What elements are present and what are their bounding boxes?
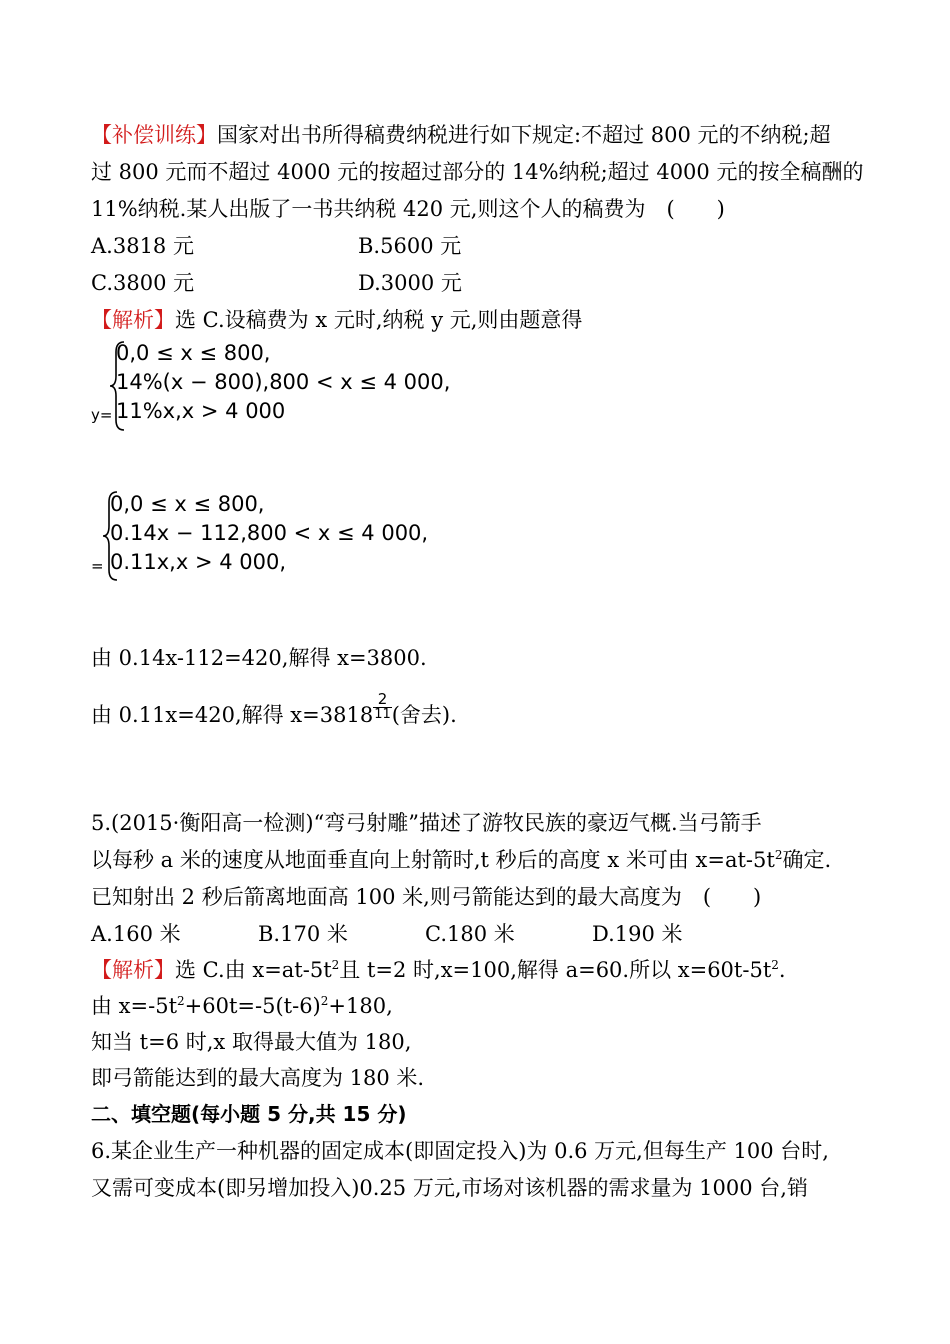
comp-line-2: 过 800 元而不超过 4000 元的按超过部分的 14%纳税;超过 4000 元的按全稿酬的: [91, 160, 864, 184]
comp-line-1: [91, 120, 831, 150]
section-title: 二、填空题(每小题 5 分,共 15 分): [91, 1102, 407, 1126]
q6-line-2: 又需可变成本(即另增加投入)0.25 万元,市场对该机器的需求量为 1000 台,销: [91, 1176, 808, 1200]
q5-step-4: 即弓箭能达到的最大高度为 180 米.: [91, 1066, 425, 1090]
q5-s2-sup-2: 2: [320, 994, 329, 1008]
case2-row2: 0.14x − 112,800 < x ≤ 4 000,: [110, 521, 429, 545]
q6-line-1: 6.某企业生产一种机器的固定成本(即固定投入)为 0.6 万元,但每生产 100 台时,: [91, 1139, 829, 1163]
q5-line-2-pre: 以每秒 a 米的速度从地面垂直向上射箭时,t 秒后的高度 x 米可由 x=at-5t: [91, 848, 775, 872]
q5-line-3: 已知射出 2 秒后箭离地面高 100 米,则弓箭能达到的最大高度为 ( ): [91, 885, 762, 909]
case1-row2: 14%(x − 800),800 < x ≤ 4 000,: [116, 370, 451, 394]
comp-solution-tag: 【解析】: [91, 308, 175, 332]
comp-option-b: B.5600 元: [358, 234, 462, 258]
q5-s2-b: +60t=-5(t-6): [184, 994, 321, 1018]
comp-tag: 【补偿训练】: [91, 123, 217, 147]
q5-sol-a: 选 C.由 x=at-5t: [175, 958, 332, 982]
q5-option-c: C.180 米: [425, 922, 515, 946]
step-1: 由 0.14x-112=420,解得 x=3800.: [91, 646, 427, 670]
q5-sol-sup-2: 2: [771, 958, 779, 972]
q5-step-2: [91, 991, 393, 1021]
q5-s2-sup-1: 2: [177, 994, 185, 1008]
q5-line-1: 5.(2015·衡阳高一检测)“弯弓射雕”描述了游牧民族的豪迈气概.当弓箭手: [91, 811, 762, 835]
q5-s2-a: 由 x=-5t: [91, 994, 178, 1018]
equals-sign: =: [91, 557, 104, 575]
comp-solution-text: 选 C.设稿费为 x 元时,纳税 y 元,则由题意得: [175, 308, 583, 332]
fraction-denominator: 11: [374, 707, 391, 722]
q5-sol-sup-1: 2: [331, 958, 340, 972]
step-2-pre: 由 0.11x=420,解得 x=3818: [91, 703, 374, 727]
q5-s2-c: +180,: [328, 994, 393, 1018]
q5-solution: [91, 955, 786, 985]
q5-line-2-post: 确定.: [782, 848, 832, 872]
q5-step-3: 知当 t=6 时,x 取得最大值为 180,: [91, 1030, 412, 1054]
case1-row1: 0,0 ≤ x ≤ 800,: [116, 341, 271, 365]
case1-row3: 11%x,x > 4 000: [116, 399, 286, 423]
y-equals: y=: [91, 406, 113, 424]
q5-sol-b: 且 t=2 时,x=100,解得 a=60.所以 x=60t-5t: [339, 958, 772, 982]
q5-option-d: D.190 米: [592, 922, 683, 946]
step-2: [91, 690, 457, 732]
comp-solution: [91, 305, 582, 335]
q5-solution-tag: 【解析】: [91, 958, 175, 982]
fraction-2-11: [373, 691, 392, 722]
case2-row1: 0,0 ≤ x ≤ 800,: [110, 492, 265, 516]
comp-option-d: D.3000 元: [358, 271, 462, 295]
fraction-numerator: 2: [377, 690, 388, 708]
step-2-post: (舍去).: [391, 703, 457, 727]
q5-sol-c: .: [778, 958, 786, 982]
q5-sup: 2: [774, 848, 783, 862]
case2-row3: 0.11x,x > 4 000,: [110, 550, 287, 574]
comp-line-3: 11%纳税.某人出版了一书共纳税 420 元,则这个人的稿费为 ( ): [91, 197, 725, 221]
comp-text-1: 国家对出书所得稿费纳税进行如下规定:不超过 800 元的不纳税;超: [217, 123, 831, 147]
q5-option-a: A.160 米: [91, 922, 181, 946]
q5-line-2: [91, 845, 831, 875]
comp-option-c: C.3800 元: [91, 271, 195, 295]
q5-option-b: B.170 米: [258, 922, 348, 946]
comp-option-a: A.3818 元: [91, 234, 194, 258]
